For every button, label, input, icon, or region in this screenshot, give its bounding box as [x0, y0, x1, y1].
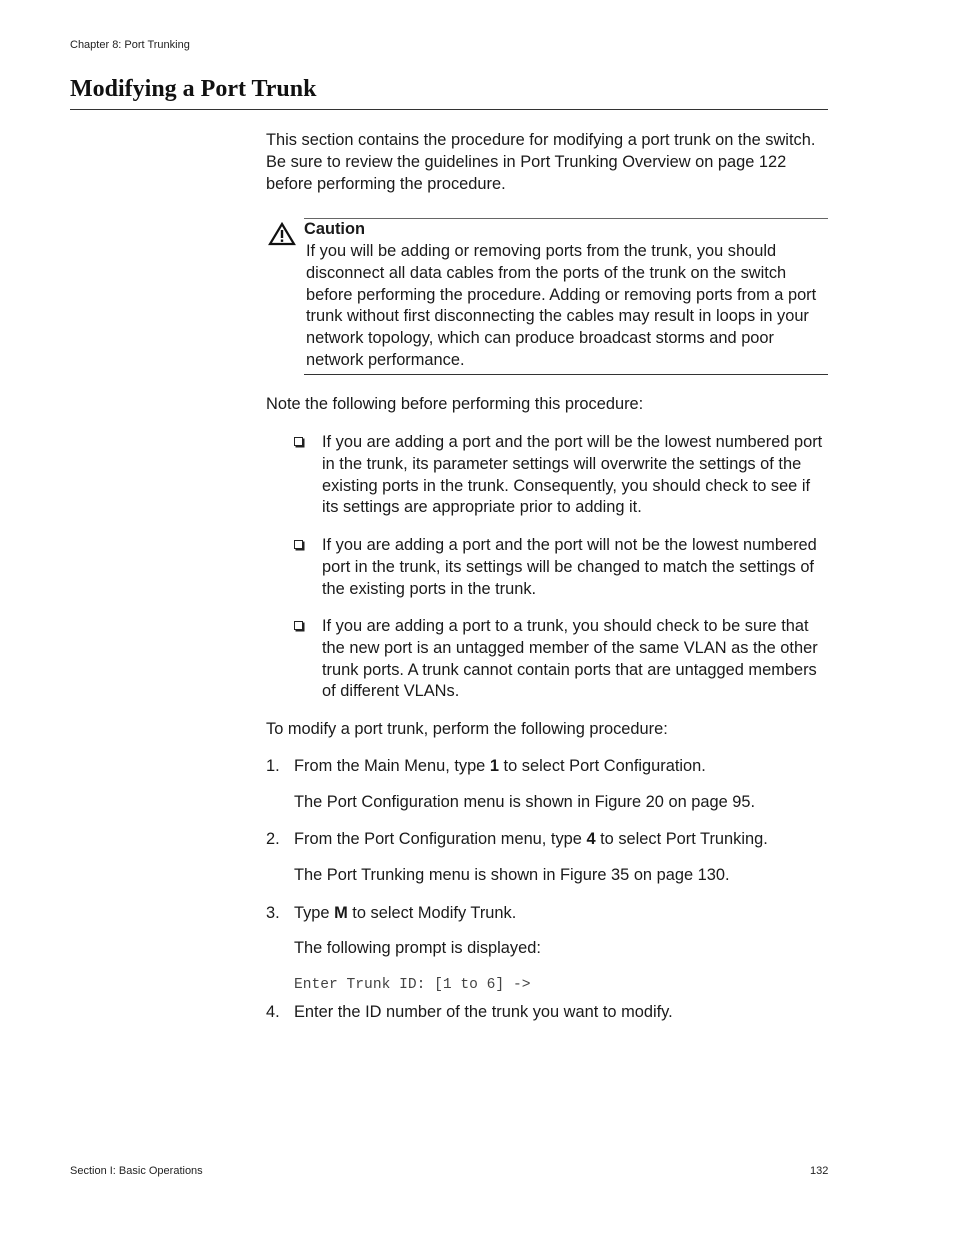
procedure-intro: To modify a port trunk, perform the following procedure: — [266, 720, 668, 738]
title-rule — [70, 109, 828, 110]
step-text: From the Port Configuration menu, type 4 to select Port Trunking. — [294, 830, 768, 848]
step-result: The Port Trunking menu is shown in Figure 35 on page 130. — [294, 866, 730, 884]
chapter-header: Chapter 8: Port Trunking — [70, 39, 190, 51]
step-result: The Port Configuration menu is shown in Figure 20 on page 95. — [294, 793, 756, 811]
caution-bottom-rule — [304, 374, 828, 375]
step-key: M — [334, 904, 348, 922]
caution-text: If you will be adding or removing ports from the trunk, you should disconnect all data cables from the ports of the trunk on the switch before performing the procedure. Adding or removing ports from a port trunk without first disconnecting the cables may result in loops in your network topology, which can produce broadcast storms and poor network performance. — [306, 242, 817, 369]
step-key: 4 — [586, 830, 596, 848]
page-title: Modifying a Port Trunk — [70, 76, 317, 102]
step-number: 3. — [266, 904, 280, 922]
checkbox-bullet-icon — [294, 540, 303, 549]
step-text: From the Main Menu, type 1 to select Port Configuration. — [294, 757, 706, 775]
prompt-code: Enter Trunk ID: [1 to 6] -> — [294, 977, 531, 993]
step-result: The following prompt is displayed: — [294, 939, 541, 957]
checkbox-bullet-icon — [294, 437, 303, 446]
bullet-text: If you are adding a port to a trunk, you should check to be sure that the new port is an untagged member of the same VLAN as the other trunk ports. A trunk cannot contain ports that are untagged members of different VLANs. — [322, 617, 818, 701]
bullet-text: If you are adding a port and the port will not be the lowest numbered port in the trunk, its settings will be changed to match the settings of the existing ports in the trunk. — [322, 536, 817, 598]
note-intro: Note the following before performing this procedure: — [266, 395, 644, 413]
footer-section: Section I: Basic Operations — [70, 1165, 203, 1177]
intro-paragraph: This section contains the procedure for modifying a port trunk on the switch. Be sure to review the guidelines in Port Trunking Overview on page 122 before performing the procedure. — [266, 131, 816, 193]
checkbox-bullet-icon — [294, 621, 303, 630]
step-number: 4. — [266, 1003, 280, 1021]
caution-top-rule — [304, 218, 828, 219]
caution-heading: Caution — [304, 220, 366, 238]
step-text: Enter the ID number of the trunk you want to modify. — [294, 1003, 673, 1021]
warning-triangle-icon — [268, 222, 296, 246]
bullet-text: If you are adding a port and the port will be the lowest numbered port in the trunk, its parameter settings will overwrite the settings of the existing ports in the trunk. Consequently, you should check to see if its settings are appropriate prior to adding it. — [322, 433, 823, 517]
step-text: Type M to select Modify Trunk. — [294, 904, 517, 922]
step-number: 1. — [266, 757, 280, 775]
step-key: 1 — [489, 757, 499, 775]
step-number: 2. — [266, 830, 280, 848]
page-number: 132 — [810, 1165, 829, 1177]
